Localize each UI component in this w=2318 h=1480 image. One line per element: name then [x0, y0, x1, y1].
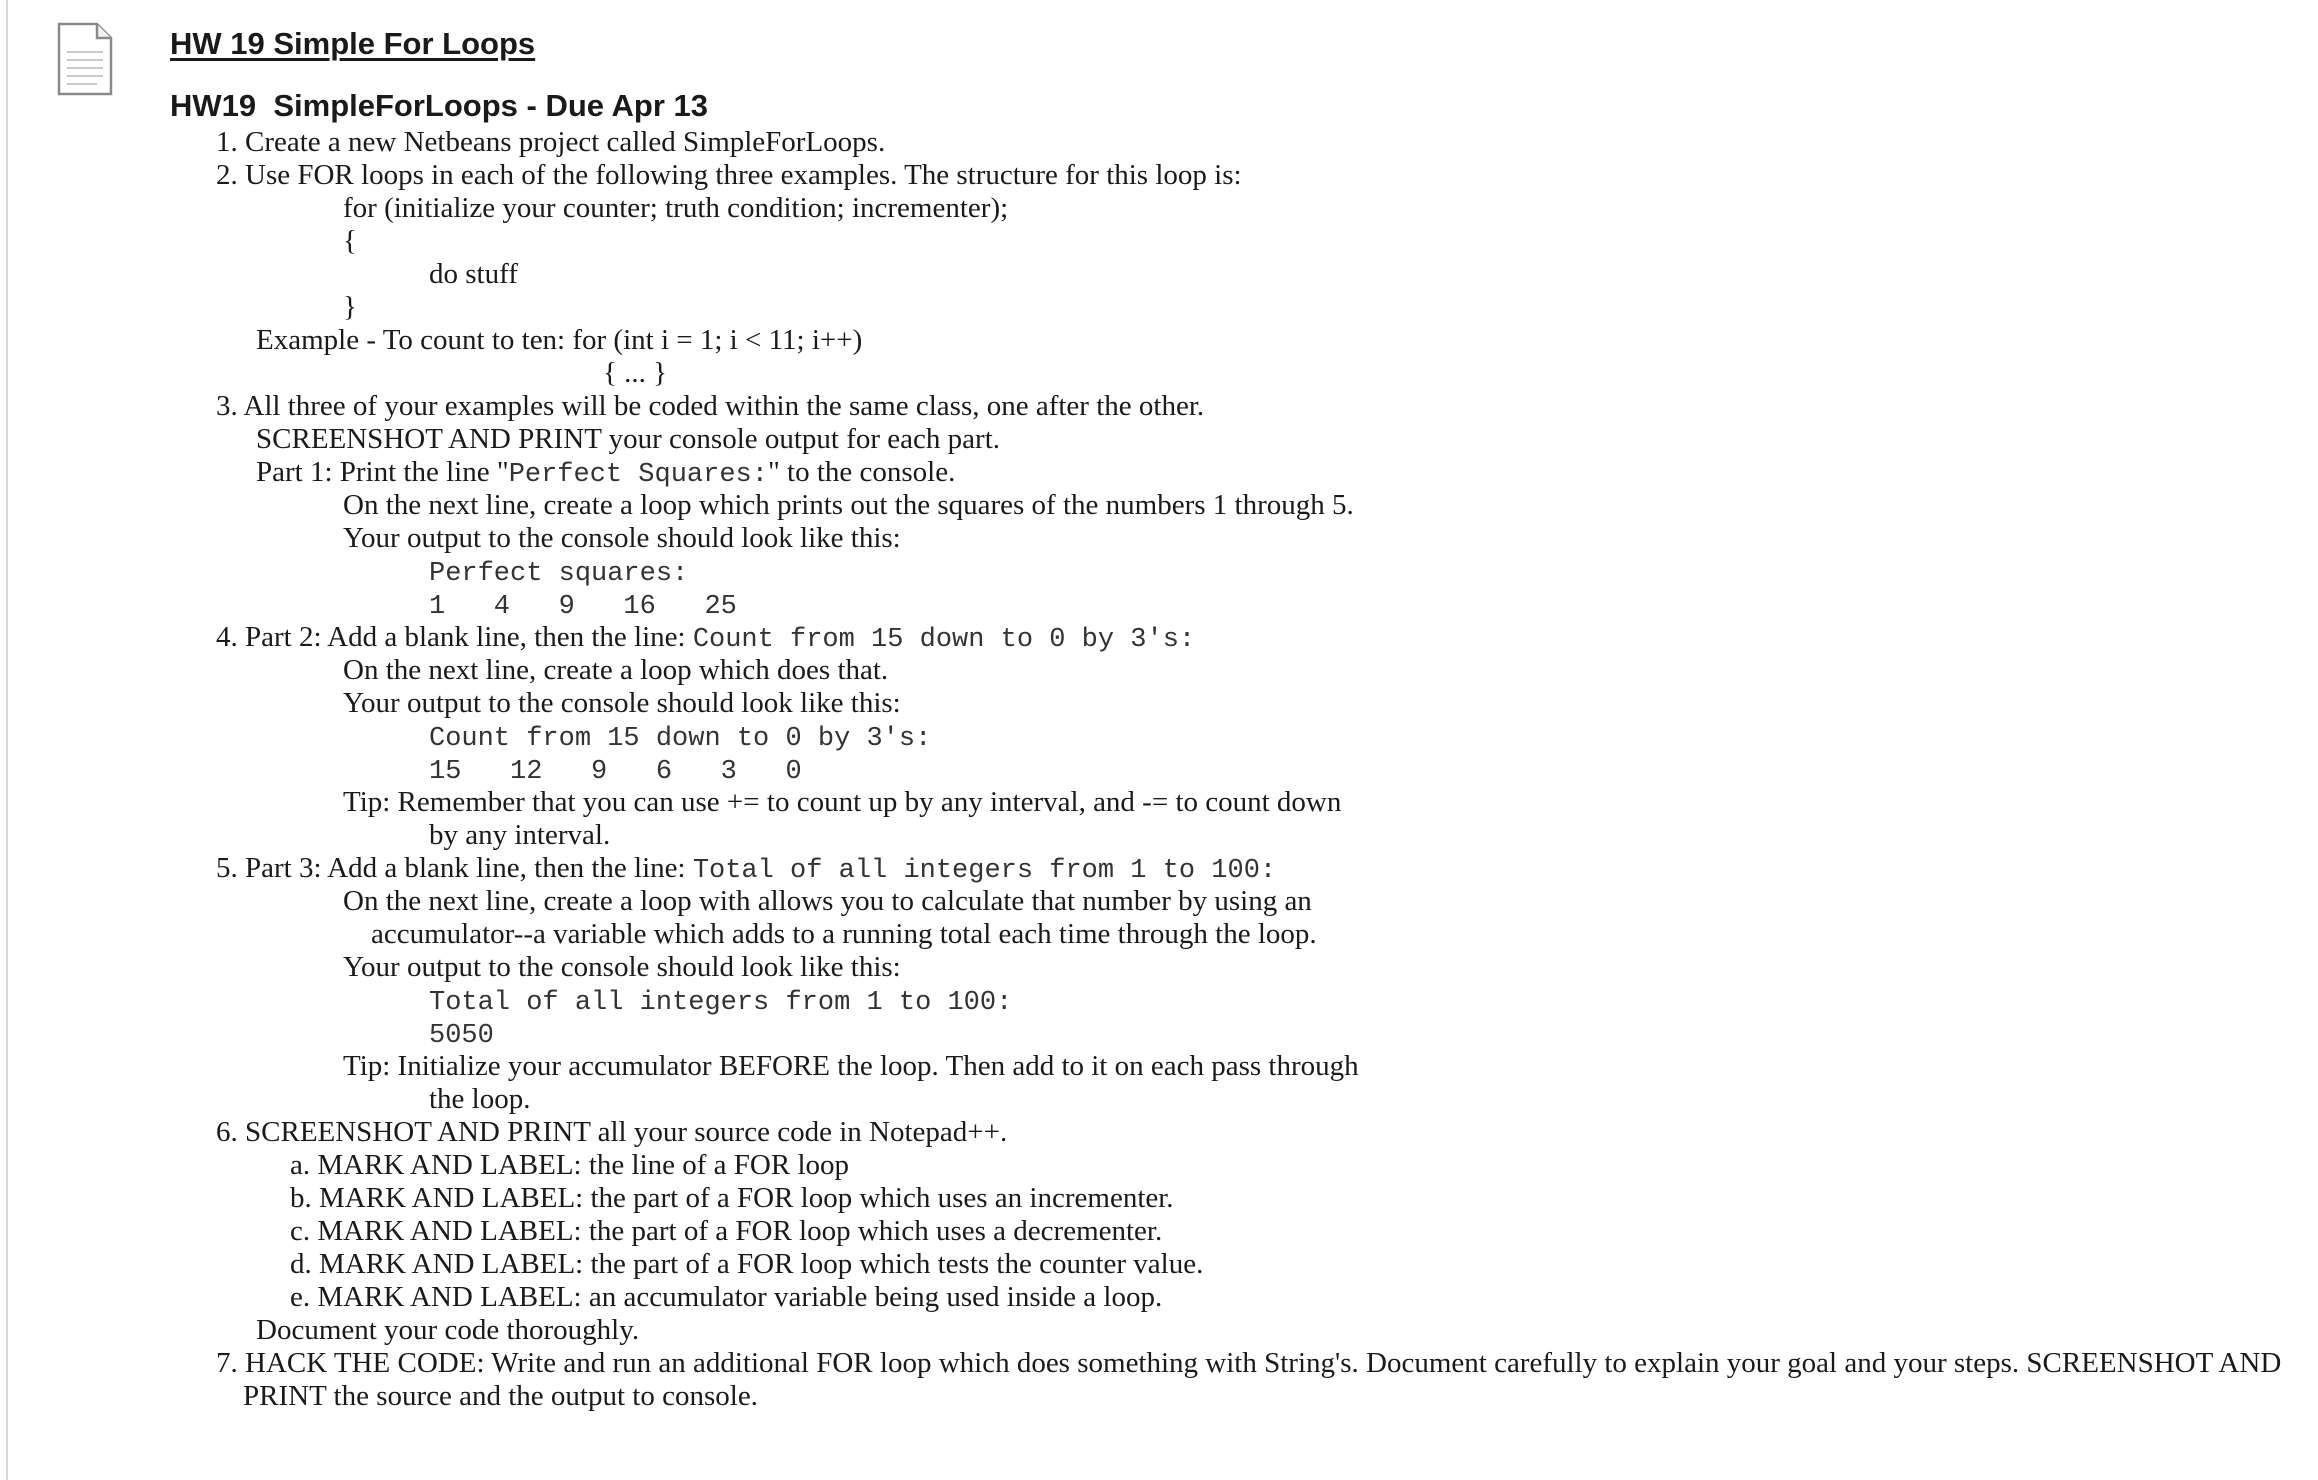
console-output: Perfect squares:: [429, 559, 689, 589]
list-item-6: [216, 1116, 1007, 1149]
instruction-text: Tip: Initialize your accumulator BEFORE the loop. Then add to it on each pass through: [343, 1050, 1359, 1082]
instruction-text: {: [343, 225, 357, 257]
list-item-3: [216, 390, 1204, 423]
list-marker: c.: [290, 1215, 318, 1247]
instruction-text: SCREENSHOT AND PRINT all your source code in Notepad++.: [245, 1116, 1008, 1148]
instruction-text: Part 1: Print the line ": [256, 456, 509, 488]
instruction-text: On the next line, create a loop with allows you to calculate that number by using an: [343, 885, 1312, 917]
instruction-text: Your output to the console should look like this:: [343, 951, 901, 983]
list-marker: 1.: [216, 126, 245, 158]
sub-item-b: [290, 1182, 1174, 1215]
list-item-1: [216, 126, 885, 159]
instruction-line: [343, 885, 1312, 918]
instruction-text: Create a new Netbeans project called SimpleForLoops.: [245, 126, 886, 158]
instruction-text: All three of your examples will be coded within the same class, one after the other.: [243, 390, 1205, 422]
console-output: Count from 15 down to 0 by 3's:: [429, 724, 932, 754]
instruction-text: HACK THE CODE: Write and run an additional FOR loop which does something with String's. Document carefully to explain your goal and your steps. SCREENSHOT AND: [245, 1347, 2282, 1379]
console-output: 1 4 9 16 25: [429, 592, 737, 622]
instruction-line: [343, 951, 901, 984]
inline-code: Total of all integers from 1 to 100:: [692, 856, 1277, 886]
instruction-line: [343, 654, 888, 687]
instruction-line: [243, 1380, 758, 1413]
sub-item-a: [290, 1149, 849, 1182]
instruction-text: Use FOR loops in each of the following three examples. The structure for this loop is:: [245, 159, 1242, 191]
part-1-line: [256, 456, 955, 492]
list-marker: 4.: [216, 621, 245, 653]
list-marker: a.: [290, 1149, 318, 1181]
tip-line: [429, 1083, 531, 1116]
instruction-text: On the next line, create a loop which does that.: [343, 654, 889, 686]
console-output: 15 12 9 6 3 0: [429, 757, 802, 787]
sub-item-c: [290, 1215, 1162, 1248]
instruction-text: Your output to the console should look like this:: [343, 687, 901, 719]
instruction-text: MARK AND LABEL: the line of a FOR loop: [317, 1149, 850, 1181]
example-line: [256, 324, 862, 357]
list-marker: 7.: [216, 1347, 245, 1379]
instruction-text: MARK AND LABEL: the part of a FOR loop which uses an incrementer.: [319, 1182, 1174, 1214]
console-output: Total of all integers from 1 to 100:: [429, 988, 1013, 1018]
instruction-text: PRINT the source and the output to console.: [243, 1380, 758, 1412]
console-output-line: [429, 753, 802, 789]
console-output-line: [429, 720, 931, 756]
instruction-text: Example - To count to ten: for (int i = 1; i < 11; i++): [256, 324, 863, 356]
console-output-line: [429, 555, 688, 591]
instruction-text: MARK AND LABEL: an accumulator variable being used inside a loop.: [317, 1281, 1163, 1313]
instruction-text: do stuff: [429, 258, 518, 290]
instruction-line: [343, 489, 1354, 522]
assignment-heading: HW19 SimpleForLoops - Due Apr 13: [170, 88, 708, 123]
instruction-text: MARK AND LABEL: the part of a FOR loop which uses a decrementer.: [317, 1215, 1163, 1247]
sub-item-e: [290, 1281, 1162, 1314]
list-marker: 6.: [216, 1116, 245, 1148]
instruction-text: the loop.: [429, 1083, 531, 1115]
list-marker: 3.: [216, 390, 244, 422]
list-marker: 2.: [216, 159, 245, 191]
instruction-text: { ... }: [603, 357, 668, 389]
list-item-2: [216, 159, 1242, 192]
loop-syntax-line: [343, 192, 1008, 225]
instruction-text: for (initialize your counter; truth condition; incrementer);: [343, 192, 1009, 224]
instruction-text: by any interval.: [429, 819, 611, 851]
console-output: 5050: [429, 1021, 494, 1051]
list-item-7: [216, 1347, 2281, 1380]
tip-line: [429, 819, 610, 852]
list-marker: d.: [290, 1248, 319, 1280]
list-item-4: [216, 621, 1195, 657]
sub-item-d: [290, 1248, 1203, 1281]
instruction-line: [256, 1314, 639, 1347]
tip-line: [343, 786, 1341, 819]
open-brace: [343, 225, 357, 258]
list-marker: 5.: [216, 852, 245, 884]
instruction-text: " to the console.: [767, 456, 956, 488]
instruction-text: On the next line, create a loop which prints out the squares of the numbers 1 through 5.: [343, 489, 1354, 521]
instruction-text: Your output to the console should look like this:: [343, 522, 901, 554]
console-output-line: [429, 984, 1012, 1020]
instruction-text: accumulator--a variable which adds to a running total each time through the loop.: [371, 918, 1317, 950]
instruction-text: Tip: Remember that you can use += to count up by any interval, and -= to count down: [343, 786, 1342, 818]
instruction-text: SCREENSHOT AND PRINT your console output for each part.: [256, 423, 1001, 455]
instruction-text: Document your code thoroughly.: [256, 1314, 640, 1346]
assignment-title-link[interactable]: HW 19 Simple For Loops: [170, 26, 536, 61]
instruction-text: Part 3: Add a blank line, then the line:: [245, 852, 693, 884]
list-marker: b.: [290, 1182, 319, 1214]
instruction-text: Part 2: Add a blank line, then the line:: [245, 621, 693, 653]
loop-body-line: [429, 258, 518, 291]
document-file-icon: [57, 22, 113, 96]
instruction-line: [371, 918, 1317, 951]
left-border: [6, 0, 8, 1480]
instruction-line: [343, 522, 901, 555]
instruction-text: MARK AND LABEL: the part of a FOR loop which tests the counter value.: [319, 1248, 1204, 1280]
tip-line: [343, 1050, 1359, 1083]
console-output-line: [429, 588, 737, 624]
instruction-line: [256, 423, 1000, 456]
list-item-5: [216, 852, 1276, 888]
instruction-line: [343, 687, 901, 720]
console-output-line: [429, 1017, 494, 1053]
instruction-text: }: [343, 291, 357, 323]
list-marker: e.: [290, 1281, 318, 1313]
close-brace: [343, 291, 357, 324]
inline-code: Perfect Squares:: [508, 460, 768, 490]
inline-code: Count from 15 down to 0 by 3's:: [692, 625, 1196, 655]
example-braces: [603, 357, 667, 390]
